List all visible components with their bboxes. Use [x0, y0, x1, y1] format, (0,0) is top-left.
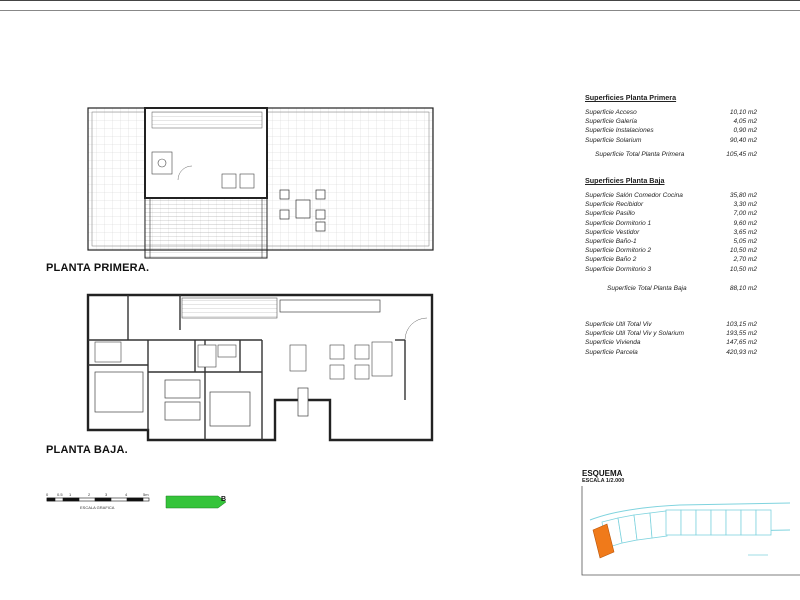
scale-tick-1: 1	[69, 492, 72, 497]
scale-tick-2: 2	[88, 492, 91, 497]
scale-tick-5m: 5m	[143, 492, 149, 497]
scale-tick-4: 4	[125, 492, 128, 497]
table-row: Superficie Recibidor 3,30 m2	[585, 201, 757, 209]
table-row: Superficie Solarium 90,40 m2	[585, 136, 757, 144]
scale-tick-3: 3	[105, 492, 108, 497]
table-row: Superficie Baño-1 5,05 m2	[585, 237, 757, 245]
table-row: Superficie Vivienda 147,65 m2	[585, 339, 757, 347]
table-row: Superficie Util Total Viv y Solarium 193,55 m2	[585, 330, 757, 338]
table-row: Superficie Dormitorio 2 10,50 m2	[585, 247, 757, 255]
table-row: Superficie Galería 4,05 m2	[585, 118, 757, 126]
scale-tick-05: 0.5	[57, 492, 63, 497]
table-row: Superficie Baño 2 2,70 m2	[585, 256, 757, 264]
table-primera-header: Superficies Planta Primera	[585, 93, 677, 102]
table-row: Superficie Vestidor 3,65 m2	[585, 228, 757, 236]
table-row: Superficie Util Total Viv 103,15 m2	[585, 321, 757, 328]
orientation-letter: B	[221, 496, 227, 503]
lower-plan-label: PLANTA BAJA.	[46, 444, 128, 456]
scale-tick-0: 0	[46, 492, 49, 497]
table-row: Superficie Dormitorio 3 10,50 m2	[585, 265, 757, 273]
upper-plan-label: PLANTA PRIMERA.	[46, 262, 150, 274]
esquema-title: ESQUEMA	[582, 469, 623, 478]
table-row: Superficie Parcela 420,93 m2	[585, 348, 757, 356]
table-row: Superficie Dormitorio 1 9,60 m2	[585, 219, 757, 227]
scale-caption: ESCALA GRAFICA	[80, 505, 115, 510]
esquema-lots	[602, 510, 771, 548]
table-row: Superficie Acceso 10,10 m2	[585, 109, 757, 116]
table-total-row: Superficie Total Planta Baja 88,10 m2	[607, 284, 757, 292]
table-row: Superficie Pasillo 7,00 m2	[585, 210, 757, 218]
table-row: Superficie Instalaciones 0,90 m2	[585, 127, 757, 135]
table-baja-header: Superficies Planta Baja	[585, 176, 665, 185]
esquema-subtitle: ESCALA 1/2.000	[582, 478, 625, 484]
table-total-row: Superficie Total Planta Primera 105,45 m2	[595, 150, 757, 158]
table-row: Superficie Salón Comedor Cocina 35,80 m2	[585, 192, 757, 199]
